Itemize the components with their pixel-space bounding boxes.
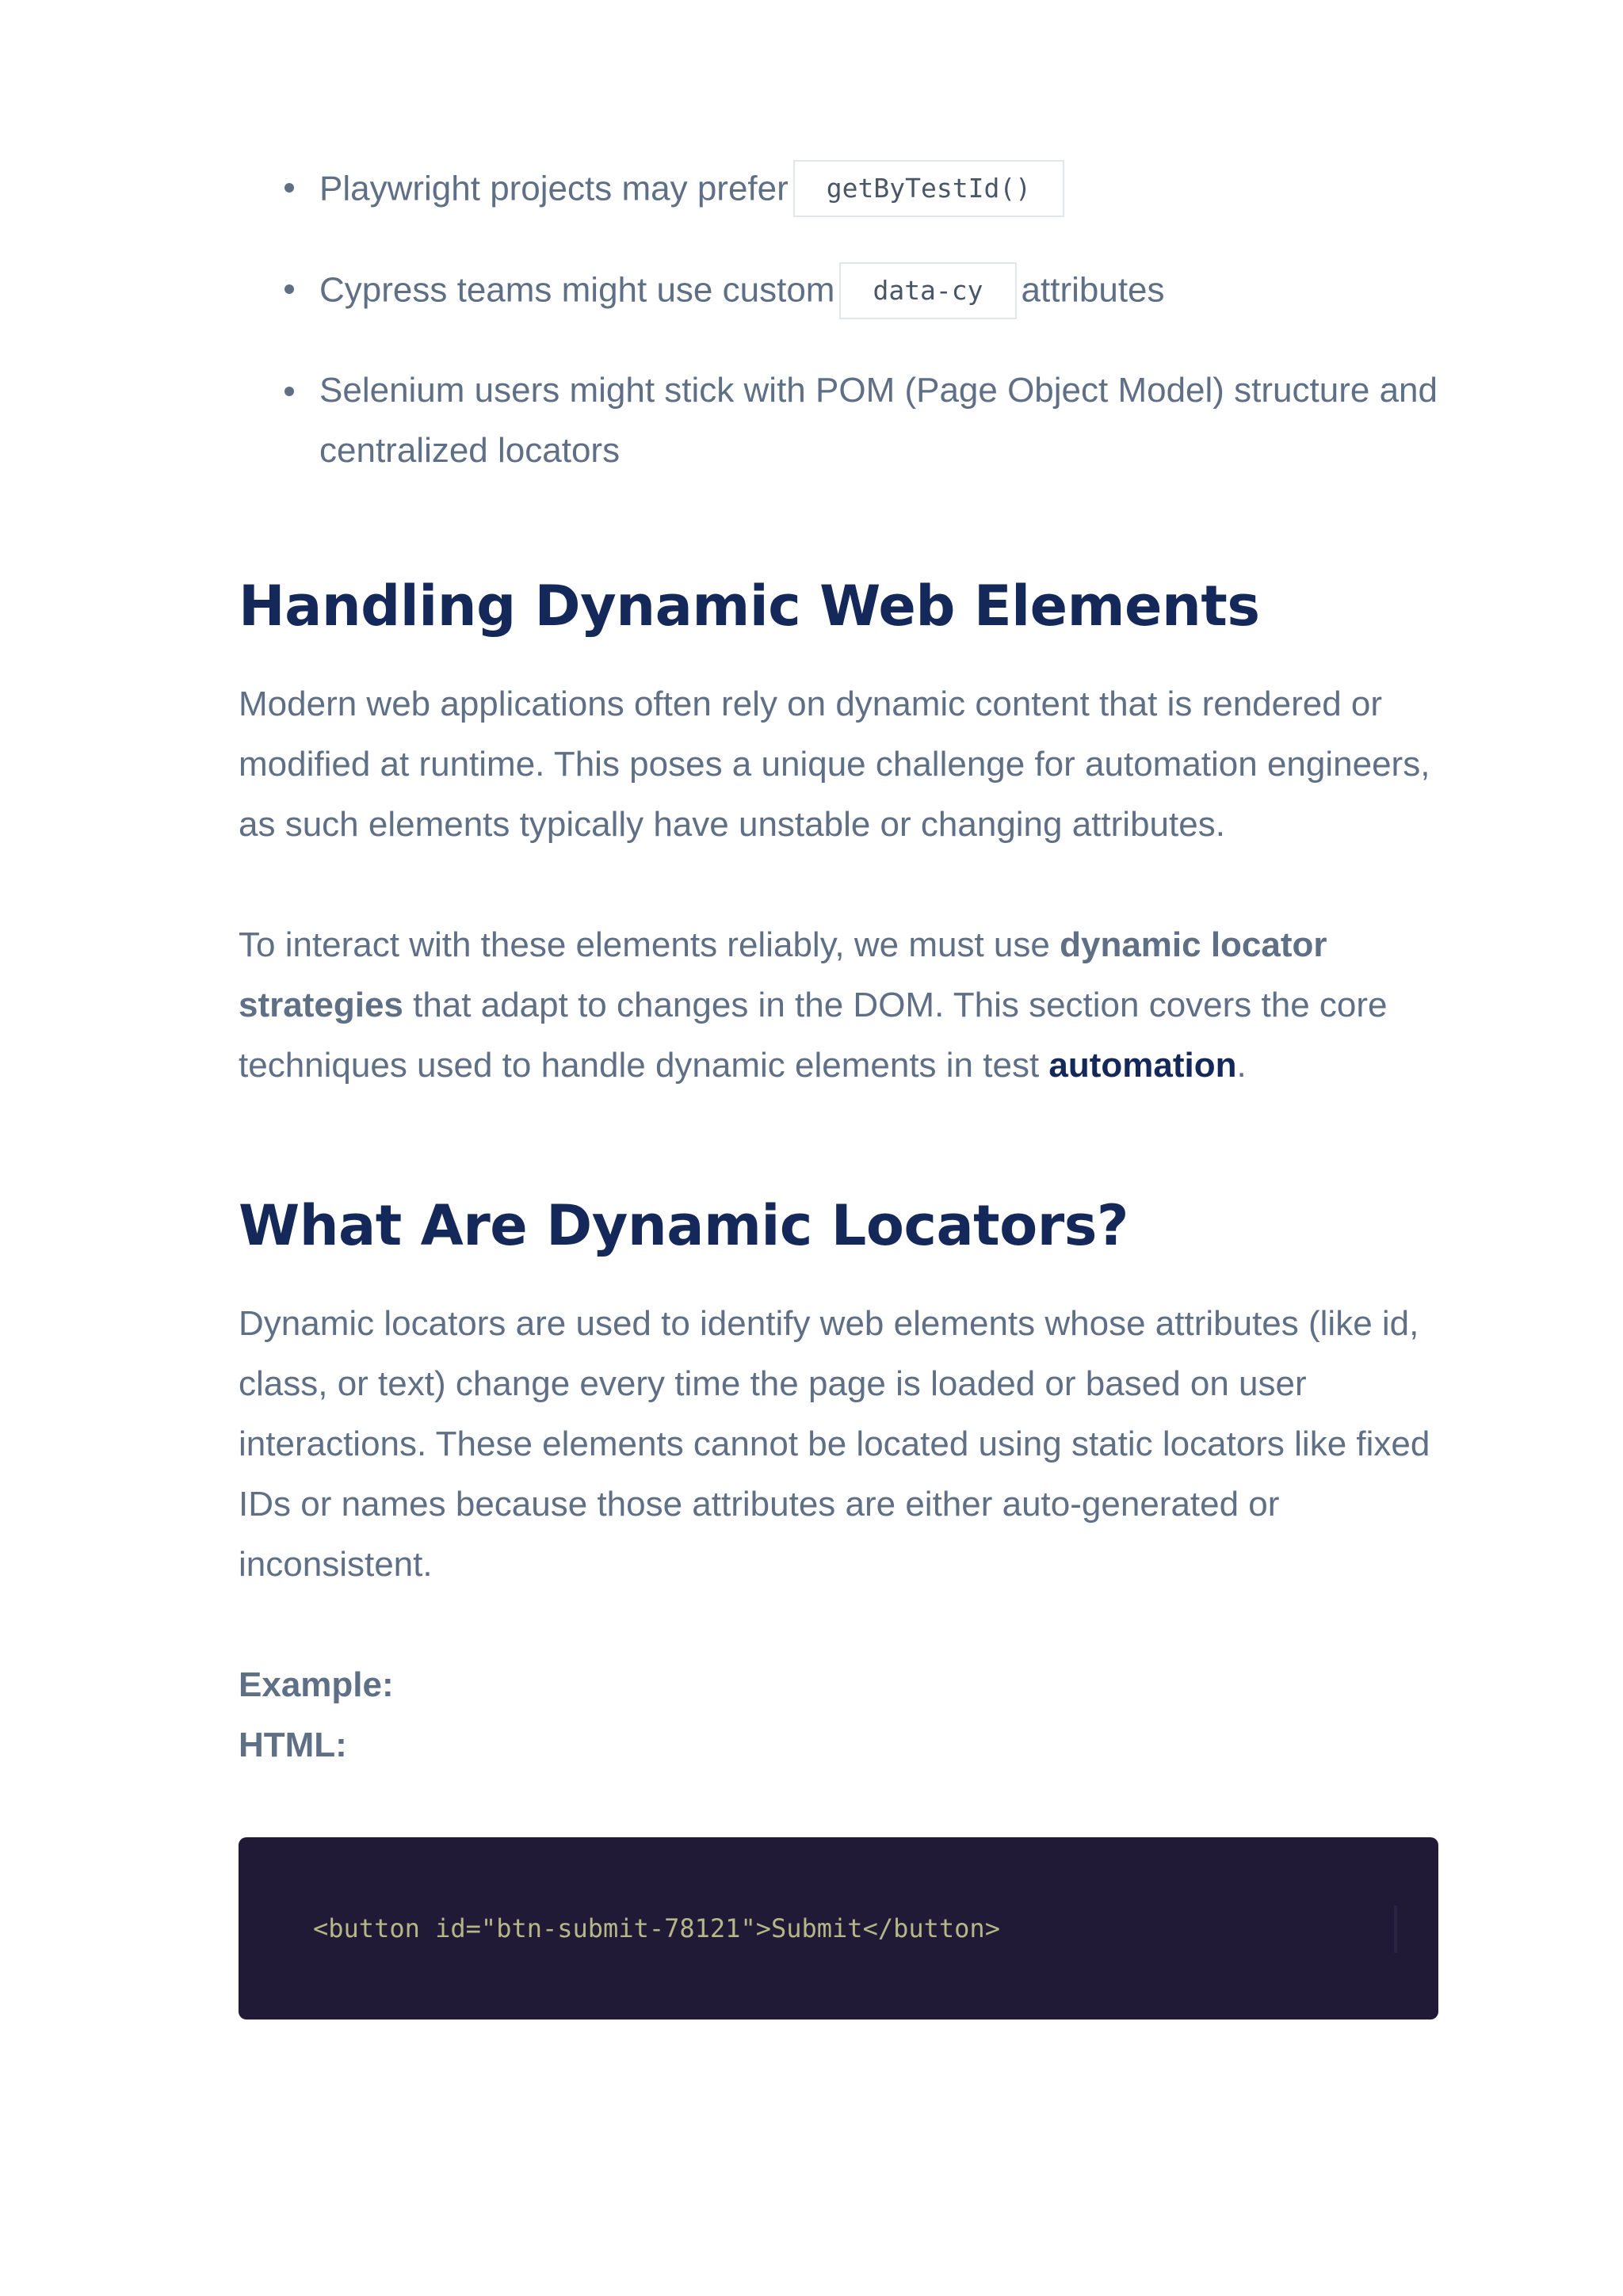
code-text[interactable]: <button id="btn-submit-78121">Submit</button> — [313, 1913, 1000, 1943]
paragraph-text: . — [1236, 1045, 1247, 1085]
list-item — [319, 157, 1440, 219]
paragraph-text: that adapt to changes in the DOM. This section covers the core techniques used to handle dynamic elements in test — [239, 985, 1388, 1085]
code-block — [239, 1837, 1438, 2019]
example-labels — [239, 1655, 1440, 1775]
list-item — [319, 258, 1440, 320]
section-heading: Handling Dynamic Web Elements — [239, 573, 1260, 639]
list-item — [319, 360, 1440, 481]
bullet-list — [239, 157, 1440, 481]
list-item-text: Playwright projects may prefer — [319, 169, 789, 208]
paragraph-text: To interact with these elements reliably, we must use — [239, 925, 1060, 964]
list-item-text: attributes — [1021, 270, 1165, 310]
automation-link[interactable]: automation — [1048, 1045, 1237, 1085]
code-scrollbar[interactable] — [1394, 1905, 1397, 1953]
html-label: HTML: — [239, 1725, 347, 1764]
example-label: Example: — [239, 1665, 394, 1704]
section-heading: What Are Dynamic Locators? — [239, 1192, 1129, 1258]
paragraph: Dynamic locators are used to identify web elements whose attributes (like id, class, or text) change every time the page is loaded or based on user interactions. These elements cannot be located using static locators like fixed IDs or names because those attributes are either auto-generated or inconsistent. — [239, 1303, 1430, 1584]
bold-text: dynamic locator strategies — [239, 925, 1327, 1024]
list-item-text: Selenium users might stick with POM (Page Object Model) structure and centralized locators — [319, 370, 1438, 470]
inline-code: getByTestId() — [793, 160, 1064, 217]
paragraph — [239, 915, 1440, 1096]
inline-code: data-cy — [839, 262, 1016, 319]
list-item-text: Cypress teams might use custom — [319, 270, 835, 310]
paragraph: Modern web applications often rely on dynamic content that is rendered or modified at runtime. This poses a unique challenge for automation engineers, as such elements typically have unstable or changing attributes. — [239, 684, 1430, 844]
article-content — [239, 0, 1440, 2019]
